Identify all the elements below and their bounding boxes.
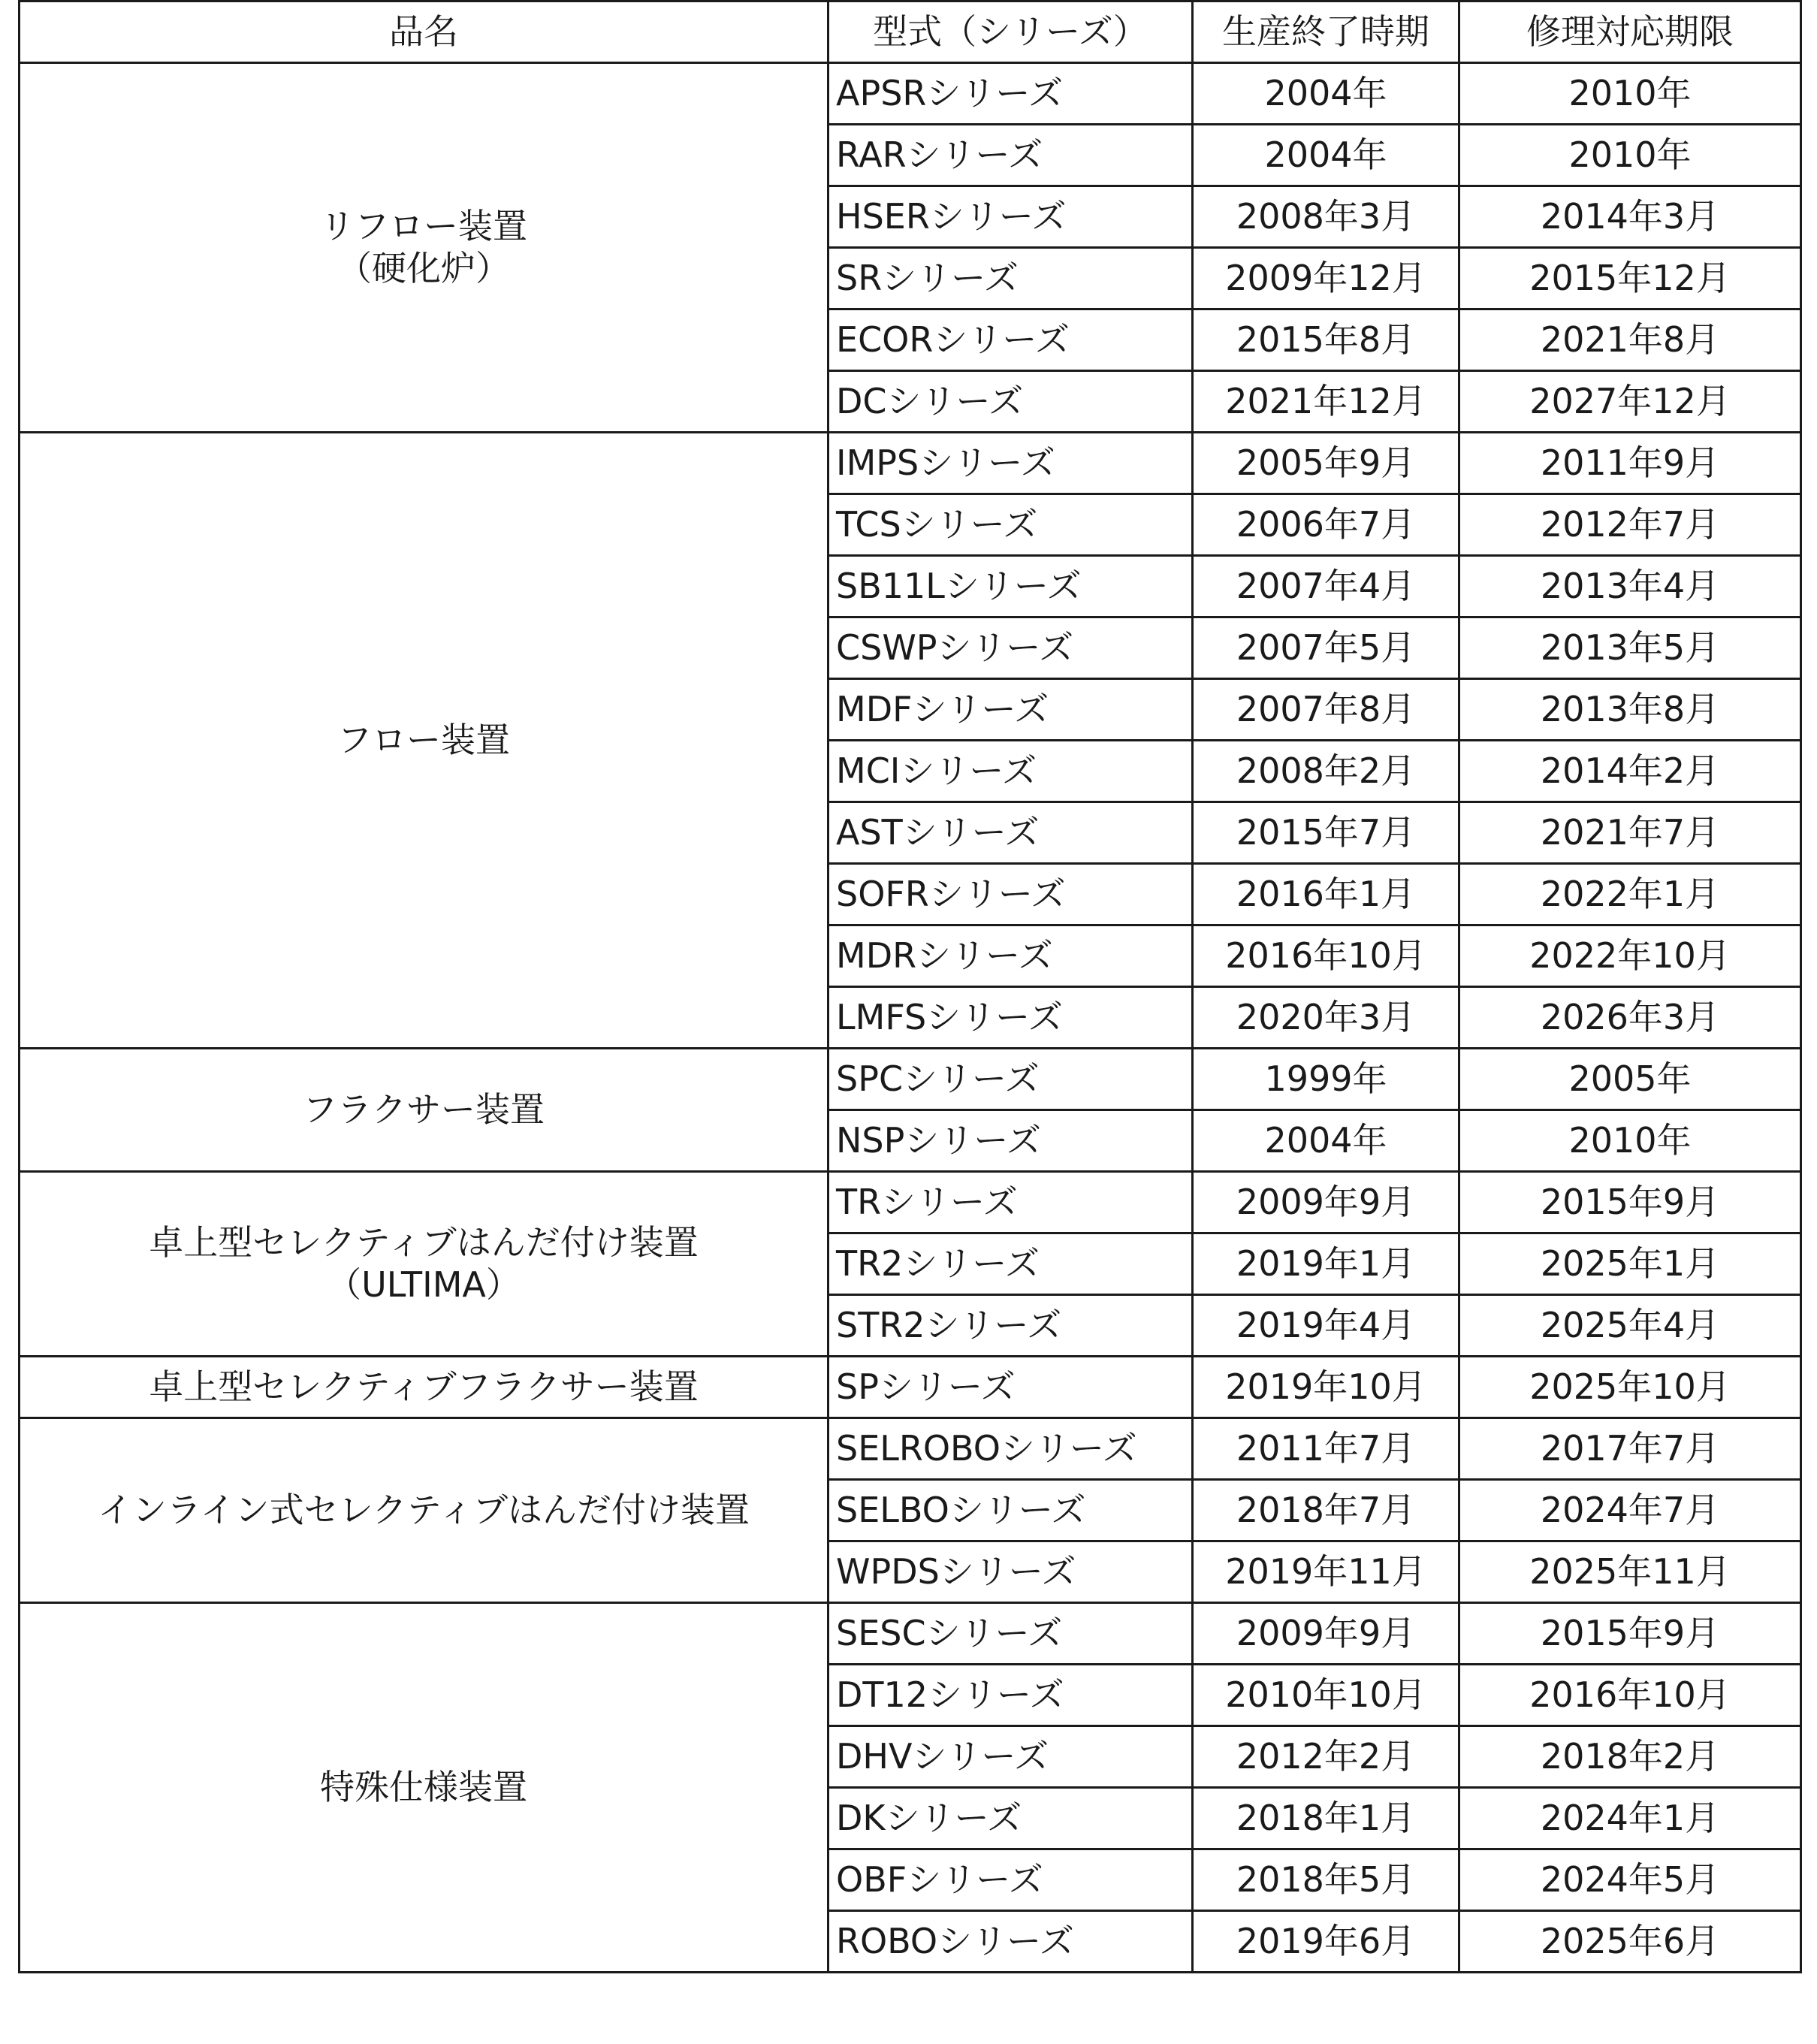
model-cell: SPCシリーズ: [829, 1049, 1193, 1110]
model-cell: MDRシリーズ: [829, 925, 1193, 987]
model-cell: SOFRシリーズ: [829, 864, 1193, 925]
table-row: [20, 1049, 1801, 1110]
repair-deadline-cell: 2026年3月: [1459, 987, 1801, 1049]
production-end-cell: 2008年2月: [1193, 741, 1459, 802]
model-cell: DT12シリーズ: [829, 1665, 1193, 1726]
production-end-cell: 2015年8月: [1193, 309, 1459, 371]
model-cell: IMPSシリーズ: [829, 433, 1193, 494]
table-row: [20, 1603, 1801, 1665]
header-production-end: 生産終了時期: [1193, 2, 1459, 63]
product-name-line: 特殊仕様装置: [320, 1766, 527, 1807]
model-cell: WPDSシリーズ: [829, 1541, 1193, 1603]
model-cell: TRシリーズ: [829, 1172, 1193, 1233]
model-cell: OBFシリーズ: [829, 1849, 1193, 1911]
repair-deadline-cell: 2012年7月: [1459, 494, 1801, 556]
product-name-line: （ULTIMA）: [327, 1264, 521, 1305]
header-model-series: 型式（シリーズ）: [829, 2, 1193, 63]
model-cell: DCシリーズ: [829, 371, 1193, 433]
product-name-cell: [20, 1603, 829, 1973]
repair-deadline-cell: 2013年4月: [1459, 556, 1801, 617]
model-cell: APSRシリーズ: [829, 63, 1193, 125]
product-name-line: リフロー装置: [320, 206, 527, 247]
production-end-cell: 2021年12月: [1193, 371, 1459, 433]
repair-deadline-cell: 2015年12月: [1459, 248, 1801, 309]
repair-deadline-cell: 2024年5月: [1459, 1849, 1801, 1911]
model-cell: ECORシリーズ: [829, 309, 1193, 371]
repair-deadline-cell: 2025年10月: [1459, 1357, 1801, 1418]
repair-deadline-cell: 2021年8月: [1459, 309, 1801, 371]
model-cell: SRシリーズ: [829, 248, 1193, 309]
product-name-cell: [20, 1172, 829, 1357]
production-end-cell: 2005年9月: [1193, 433, 1459, 494]
model-cell: ROBOシリーズ: [829, 1911, 1193, 1973]
product-name-line: 卓上型セレクティブフラクサー装置: [149, 1366, 699, 1407]
model-cell: STR2シリーズ: [829, 1295, 1193, 1357]
production-end-cell: 2007年8月: [1193, 679, 1459, 741]
product-name-cell: [20, 433, 829, 1049]
repair-deadline-cell: 2005年: [1459, 1049, 1801, 1110]
production-end-cell: 2019年11月: [1193, 1541, 1459, 1603]
table-row: [20, 1357, 1801, 1418]
production-end-cell: 2011年7月: [1193, 1418, 1459, 1480]
repair-deadline-cell: 2025年11月: [1459, 1541, 1801, 1603]
model-cell: TCSシリーズ: [829, 494, 1193, 556]
repair-deadline-cell: 2016年10月: [1459, 1665, 1801, 1726]
header-repair-deadline: 修理対応期限: [1459, 2, 1801, 63]
model-cell: SELBOシリーズ: [829, 1480, 1193, 1541]
repair-deadline-cell: 2017年7月: [1459, 1418, 1801, 1480]
production-end-cell: 2004年: [1193, 125, 1459, 186]
product-name-line: （硬化炉）: [337, 247, 510, 288]
product-name-line: フロー装置: [337, 719, 510, 760]
table-row: [20, 433, 1801, 494]
production-end-cell: 2007年5月: [1193, 617, 1459, 679]
production-end-cell: 2020年3月: [1193, 987, 1459, 1049]
repair-deadline-cell: 2010年: [1459, 63, 1801, 125]
product-name-line: フラクサー装置: [303, 1088, 545, 1130]
model-cell: DKシリーズ: [829, 1788, 1193, 1849]
production-end-cell: 2008年3月: [1193, 186, 1459, 248]
repair-deadline-cell: 2018年2月: [1459, 1726, 1801, 1788]
production-end-cell: 2004年: [1193, 63, 1459, 125]
model-cell: MDFシリーズ: [829, 679, 1193, 741]
repair-deadline-cell: 2022年1月: [1459, 864, 1801, 925]
model-cell: ASTシリーズ: [829, 802, 1193, 864]
model-cell: SELROBOシリーズ: [829, 1418, 1193, 1480]
model-cell: MCIシリーズ: [829, 741, 1193, 802]
model-cell: NSPシリーズ: [829, 1110, 1193, 1172]
production-end-cell: 2018年5月: [1193, 1849, 1459, 1911]
production-end-cell: 2004年: [1193, 1110, 1459, 1172]
repair-deadline-cell: 2015年9月: [1459, 1172, 1801, 1233]
production-end-cell: 2016年1月: [1193, 864, 1459, 925]
repair-deadline-cell: 2011年9月: [1459, 433, 1801, 494]
table-row: [20, 1172, 1801, 1233]
product-support-table: [18, 0, 1802, 1973]
production-end-cell: 2009年12月: [1193, 248, 1459, 309]
model-cell: HSERシリーズ: [829, 186, 1193, 248]
production-end-cell: 2018年1月: [1193, 1788, 1459, 1849]
repair-deadline-cell: 2014年2月: [1459, 741, 1801, 802]
production-end-cell: 1999年: [1193, 1049, 1459, 1110]
model-cell: DHVシリーズ: [829, 1726, 1193, 1788]
repair-deadline-cell: 2013年5月: [1459, 617, 1801, 679]
repair-deadline-cell: 2025年6月: [1459, 1911, 1801, 1973]
production-end-cell: 2018年7月: [1193, 1480, 1459, 1541]
repair-deadline-cell: 2025年1月: [1459, 1233, 1801, 1295]
production-end-cell: 2010年10月: [1193, 1665, 1459, 1726]
production-end-cell: 2015年7月: [1193, 802, 1459, 864]
model-cell: SPシリーズ: [829, 1357, 1193, 1418]
repair-deadline-cell: 2022年10月: [1459, 925, 1801, 987]
production-end-cell: 2006年7月: [1193, 494, 1459, 556]
repair-deadline-cell: 2013年8月: [1459, 679, 1801, 741]
repair-deadline-cell: 2010年: [1459, 125, 1801, 186]
model-cell: CSWPシリーズ: [829, 617, 1193, 679]
table-row: [20, 1418, 1801, 1480]
production-end-cell: 2007年4月: [1193, 556, 1459, 617]
model-cell: SESCシリーズ: [829, 1603, 1193, 1665]
production-end-cell: 2019年1月: [1193, 1233, 1459, 1295]
production-end-cell: 2016年10月: [1193, 925, 1459, 987]
production-end-cell: 2019年10月: [1193, 1357, 1459, 1418]
product-name-cell: [20, 1049, 829, 1172]
production-end-cell: 2019年6月: [1193, 1911, 1459, 1973]
table-row: [20, 63, 1801, 125]
model-cell: SB11Lシリーズ: [829, 556, 1193, 617]
repair-deadline-cell: 2015年9月: [1459, 1603, 1801, 1665]
production-end-cell: 2009年9月: [1193, 1603, 1459, 1665]
repair-deadline-cell: 2010年: [1459, 1110, 1801, 1172]
model-cell: LMFSシリーズ: [829, 987, 1193, 1049]
product-name-cell: [20, 1418, 829, 1603]
model-cell: TR2シリーズ: [829, 1233, 1193, 1295]
header-product-name: 品名: [20, 2, 829, 63]
product-name-line: 卓上型セレクティブはんだ付け装置: [149, 1222, 699, 1264]
production-end-cell: 2012年2月: [1193, 1726, 1459, 1788]
header-row: [20, 2, 1801, 63]
model-cell: RARシリーズ: [829, 125, 1193, 186]
repair-deadline-cell: 2024年1月: [1459, 1788, 1801, 1849]
production-end-cell: 2009年9月: [1193, 1172, 1459, 1233]
repair-deadline-cell: 2024年7月: [1459, 1480, 1801, 1541]
repair-deadline-cell: 2021年7月: [1459, 802, 1801, 864]
product-name-cell: [20, 1357, 829, 1418]
product-name-cell: [20, 63, 829, 433]
repair-deadline-cell: 2014年3月: [1459, 186, 1801, 248]
repair-deadline-cell: 2027年12月: [1459, 371, 1801, 433]
repair-deadline-cell: 2025年4月: [1459, 1295, 1801, 1357]
production-end-cell: 2019年4月: [1193, 1295, 1459, 1357]
product-name-line: インライン式セレクティブはんだ付け装置: [97, 1489, 750, 1530]
table-body: [20, 63, 1801, 1973]
